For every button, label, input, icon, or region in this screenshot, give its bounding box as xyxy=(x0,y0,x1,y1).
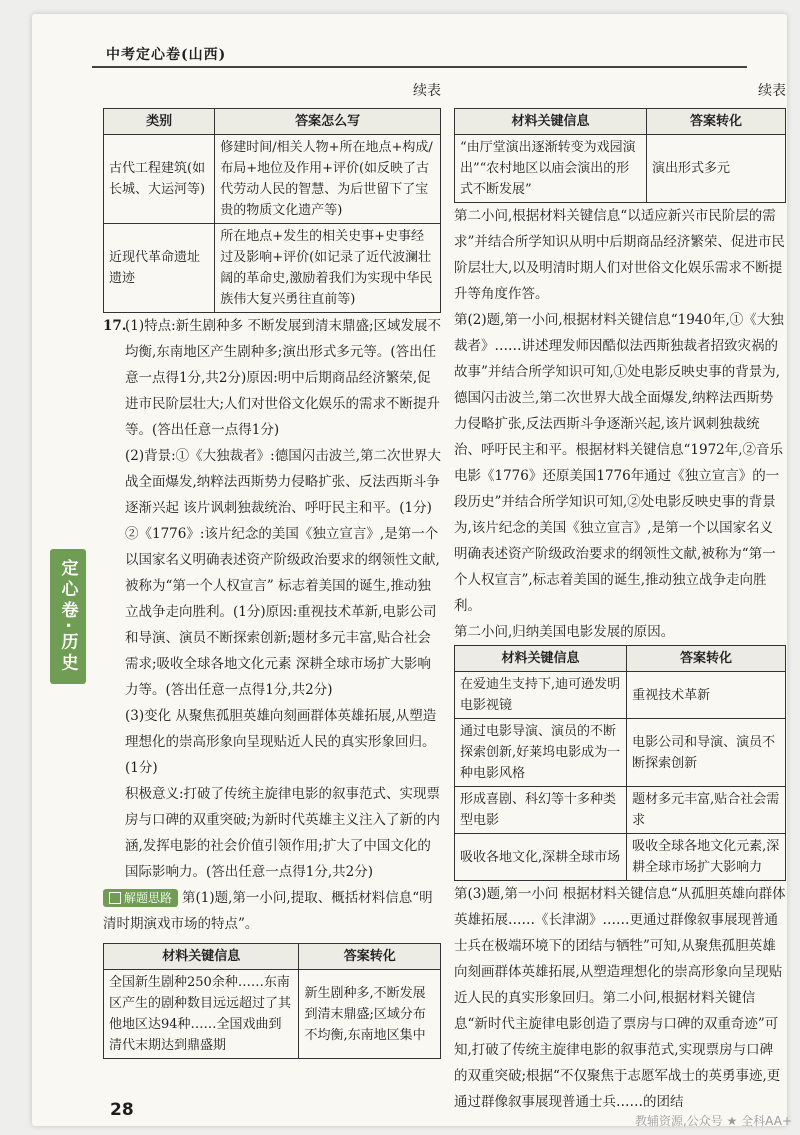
table-cell: 古代工程建筑(如长城、大运河等) xyxy=(104,135,215,224)
left-column xyxy=(103,78,441,1059)
table-header: 答案转化 xyxy=(627,646,786,672)
analysis-paragraph: 第(3)题,第一小问 根据材料关键信息“从孤胆英雄向群体英雄拓展……《长津湖》……更通过群像叙事展现普通士兵在极端环境下的团结与牺牲”可知,从聚焦孤胆英雄向刻画群体英雄拓展,从塑造理想化的崇高形象向呈现贴近人民的真实形象回归。第二小问,根据材料关键信息“新时代主旋律电影创造了票房与口碑的双重奇迹”可知,打破了传统主旋律电影的叙事范式,实现票房与口碑的双重突破;根据“不仅聚焦于志愿军战士的英勇事迹,更通过群像叙事展现普通士兵……的团结 xyxy=(454,886,786,1110)
table-row xyxy=(104,135,441,224)
table-cell: 在爱迪生支持下,迪可逊发明电影视镜 xyxy=(455,672,627,719)
q17-part1: 17.(1)特点:新生剧种多 不断发展到清末鼎盛;区域发展不均衡,东南地区产生剧种多;演出形式多元等。(答出任意一点得1分,共2分)原因:明中后期商品经济繁荣,促进市民阶层壮大;人们对世俗文化娱乐的需求不断提升等。(答出任意一点得1分) xyxy=(103,313,441,443)
table-row xyxy=(104,224,441,313)
table-header: 材料关键信息 xyxy=(455,646,627,672)
watermark: 教辅资源,公众号 ★ 全科AA+ xyxy=(634,1114,792,1128)
continued-label: 续表 xyxy=(758,83,786,99)
header-rule xyxy=(92,66,747,68)
key-info-table xyxy=(103,943,441,1059)
table-cell: “由厅堂演出逐渐转变为戏园演出”“农村地区以庙会演出的形式不断发展” xyxy=(455,135,647,203)
answer-format-table xyxy=(103,108,441,313)
table-header: 答案怎么写 xyxy=(215,109,441,135)
key-info-table-continued xyxy=(454,108,786,203)
solution-hint-text: 第(1)题,第一小问,提取、概括材料信息“明清时期演戏市场的特点”。 xyxy=(103,890,433,932)
q17-part2: (2)背景:①《大独裁者》:德国闪击波兰,第二次世界大战全面爆发,纳粹法西斯势力侵略扩张、反法西斯斗争逐渐兴起 该片讽刺独裁统治、呼吁民主和平。(1分) xyxy=(125,448,442,516)
table-cell: 重视技术革新 xyxy=(627,672,786,719)
table-cell: 修建时间/相关人物+所在地点+构成/布局+地位及作用+评价(如反映了古代劳动人民的智慧、为后世留下了宝贵的物质文化遗产等) xyxy=(215,135,441,224)
table-header: 材料关键信息 xyxy=(104,944,299,970)
solution-hint-badge: 解题思路 xyxy=(103,889,178,907)
q17-part2b: ②《1776》:该片纪念的美国《独立宣言》,是第一个以国家名义明确表述资产阶级政治要求的纲领性文献,被称为“第一个人权宣言” 标志着美国的诞生,推动独立战争走向胜利。(1分)原因:重视技术革新,电影公司和导演、演员不断探索创新;题材多元丰富,贴合社会需求;吸收全球各地文化元素 深耕全球市场扩大影响力等。(答出任意一点得1分,共2分) xyxy=(125,526,440,698)
table-header: 答案转化 xyxy=(646,109,785,135)
table-cell: 通过电影导演、演员的不断探索创新,好莱坞电影成为一种电影风格 xyxy=(455,719,627,787)
table-cell: 吸收各地文化,深耕全球市场 xyxy=(455,834,627,881)
right-column xyxy=(454,78,786,1115)
table-cell: 吸收全球各地文化元素,深耕全球市场扩大影响力 xyxy=(627,834,786,881)
table-cell: 电影公司和导演、演员不断探索创新 xyxy=(627,719,786,787)
analysis-paragraph: 第(2)题,第一小问,根据材料关键信息“1940年,①《大独裁者》……讲述理发师因酷似法西斯独裁者招致灾祸的故事”并结合所学知识可知,①处电影反映史事的背景为,德国闪击波兰,第二次世界大战全面爆发,纳粹法西斯势力侵略扩张,反法西斯斗争逐渐兴起,该片讽刺独裁统治、呼吁民主和平。根据材料关键信息“1972年,②音乐电影《1776》还原美国1776年通过《独立宣言》的一段历史”并结合所学知识可知,②处电影反映史事的背景为,该片纪念的美国《独立宣言》,是第一个以国家名义明确表述资产阶级政治要求的纲领性文献,被称为“第一个人权宣言”,标志着美国的诞生,推动独立战争走向胜利。 xyxy=(454,312,784,614)
table-row xyxy=(455,787,786,834)
question-number: 17. xyxy=(103,318,127,334)
table-row xyxy=(455,672,786,719)
q17-part3: (3)变化 从聚焦孤胆英雄向刻画群体英雄拓展,从塑造理想化的崇高形象向呈现贴近人民的真实形象回归。(1分) xyxy=(125,708,437,776)
continued-label: 续表 xyxy=(413,83,441,99)
table-cell: 题材多元丰富,贴合社会需求 xyxy=(627,787,786,834)
page-header-title: 中考定心卷(山西) xyxy=(106,47,227,63)
table-row xyxy=(104,970,441,1059)
page xyxy=(32,14,787,1126)
table-header: 类别 xyxy=(104,109,215,135)
analysis-paragraph: 第二小问,归纳美国电影发展的原因。 xyxy=(454,624,675,640)
solution-hint xyxy=(103,885,441,937)
table-row xyxy=(455,834,786,881)
analysis-paragraph: 第二小问,根据材料关键信息“以适应新兴市民阶层的需求”并结合所学知识从明中后期商品经济繁荣、促进市民阶层壮大,以及明清时期人们对世俗文化娱乐需求不断提升等角度作答。 xyxy=(454,208,785,302)
page-number: 28 xyxy=(110,1100,134,1120)
side-tab: 定心卷·历史 xyxy=(50,549,86,684)
note-icon xyxy=(109,892,121,904)
table-cell: 演出形式多元 xyxy=(646,135,785,203)
table-cell: 新生剧种多,不断发展到清末鼎盛;区域分布不均衡,东南地区集中 xyxy=(299,970,441,1059)
table-cell: 形成喜剧、科幻等十多种类型电影 xyxy=(455,787,627,834)
table-cell: 所在地点+发生的相关史事+史事经过及影响+评价(如记录了近代波澜壮阔的革命史,激励着我们为实现中华民族伟大复兴勇往直前等) xyxy=(215,224,441,313)
table-cell: 全国新生剧种250余种……东南区产生的剧种数目远远超过了其他地区达94种……全国戏曲到清代末期达到鼎盛期 xyxy=(104,970,299,1059)
film-development-table xyxy=(454,645,786,881)
q17-significance: 积极意义:打破了传统主旋律电影的叙事范式、实现票房与口碑的双重突破;为新时代英雄主义注入了新的内涵,发挥电影的社会价值引领作用;扩大了中国文化的国际影响力。(答出任意一点得1分,共2分) xyxy=(125,786,441,880)
table-row xyxy=(455,719,786,787)
table-row xyxy=(455,135,786,203)
table-header: 答案转化 xyxy=(299,944,441,970)
table-header: 材料关键信息 xyxy=(455,109,647,135)
table-cell: 近现代革命遗址遗迹 xyxy=(104,224,215,313)
